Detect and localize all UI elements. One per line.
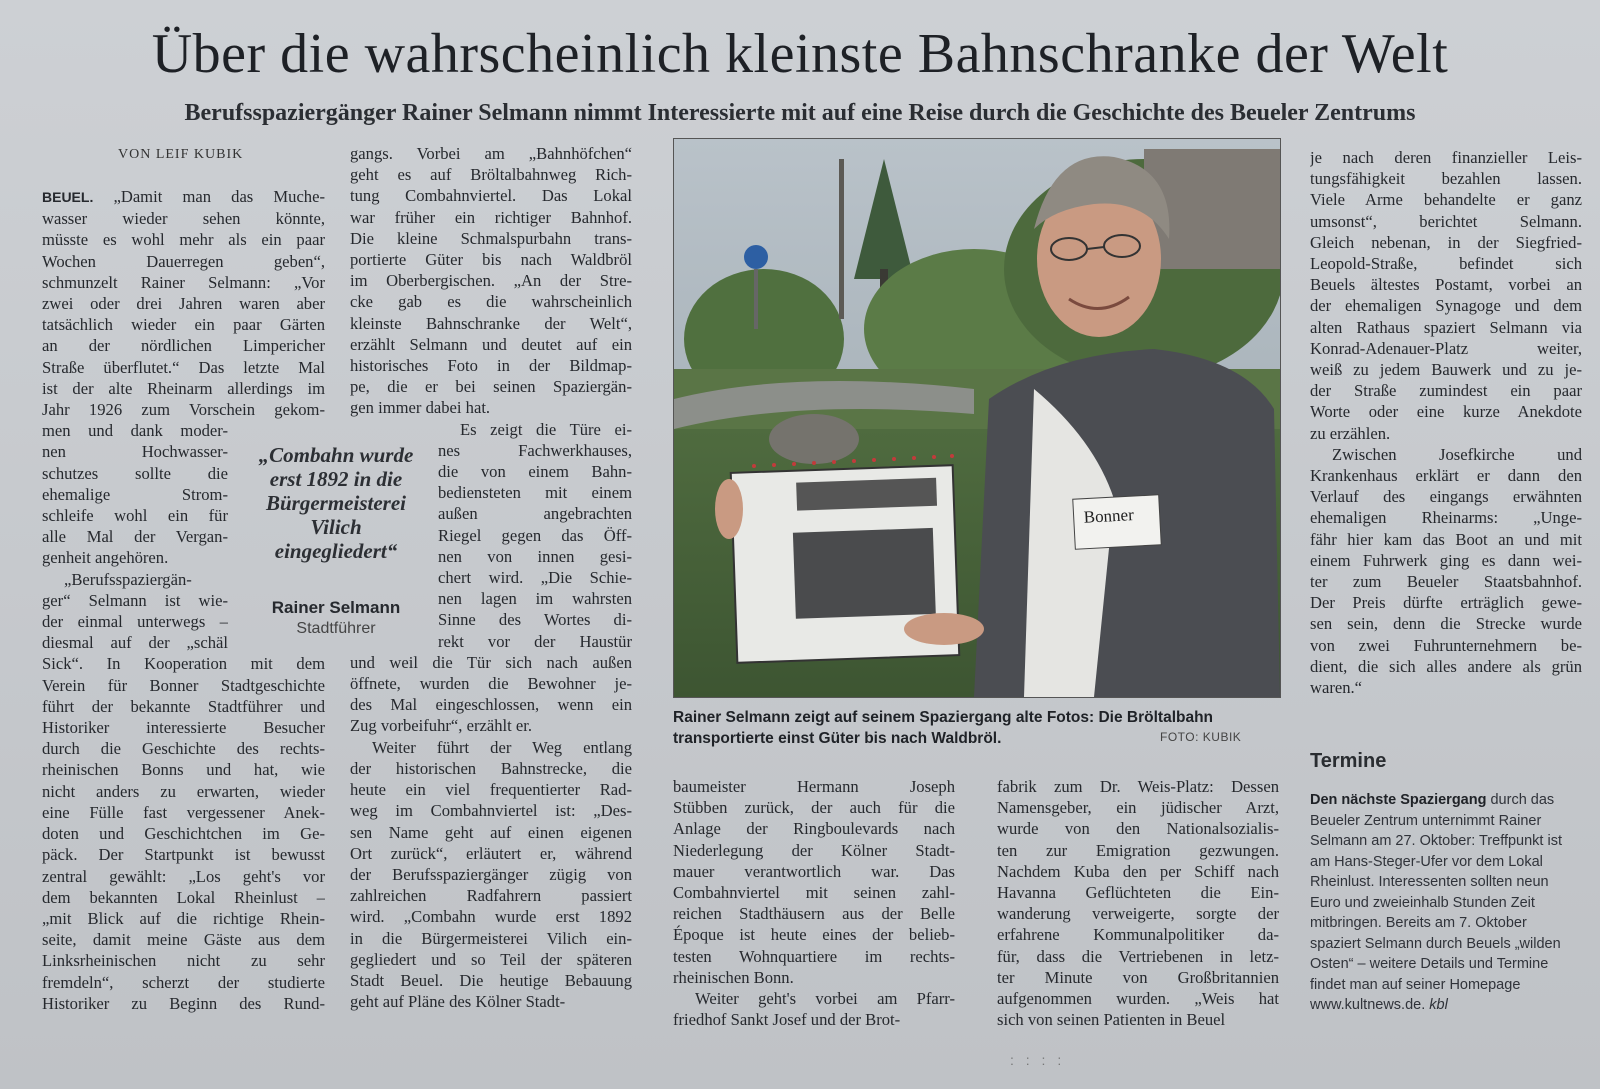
article-line: der einmal unterwegs – (42, 612, 228, 632)
article-line: Beuels ältestes Postamt, vorbei an (1310, 275, 1582, 295)
article-line: Straße überflutet.“ Das letzte Mal (42, 357, 325, 377)
article-line: Niederlegung der Kölner Stadt- (673, 840, 955, 860)
article-line: der Berufsspaziergänger zügig von (350, 864, 632, 884)
article-line: Weiter führt der Weg entlang (372, 737, 632, 757)
article-line: heute ein viel frequentierter Rad- (350, 780, 632, 800)
article-line: von zwei Fuhrunternehmern be- (1310, 635, 1582, 655)
article-line: einem Fuhrwerk ging es dann wei- (1310, 550, 1582, 570)
article-line: Stadt Beuel. Die heutige Bebauung (350, 970, 632, 990)
article-line: waren.“ (1310, 678, 1363, 698)
article-line: nen Hochwasser- (42, 442, 228, 462)
article-line: wasser wieder sehen könnte, (42, 209, 325, 229)
article-line: zwei oder drei Jahren waren aber (42, 294, 325, 314)
article-line: Viele Arme behandelte er ganz (1310, 190, 1582, 210)
article-line: „Berufsspaziergän- (64, 569, 192, 589)
article-line: chert wird. „Die Schie- (438, 568, 632, 588)
article-line: reichen Stadthäusern aus der Belle (673, 904, 955, 924)
article-column-5 (1310, 147, 1582, 698)
article-line: Anlage der Ringboulevards nach (673, 819, 955, 839)
article-line: Historiker interessierte Besucher (42, 718, 325, 738)
termine-lead: Den nächste Spaziergang (1310, 792, 1487, 808)
dateline: BEUEL. (42, 189, 94, 205)
article-line: an der nördlichen Limpericher (42, 336, 325, 356)
article-line: men und dank moder- (42, 421, 228, 441)
article-line: gangs. Vorbei am „Bahnhöfchen“ (350, 144, 632, 163)
termine-signature: kbl (1429, 997, 1448, 1013)
article-line: doten und Geschichtchen im Ge- (42, 824, 325, 844)
article-line: ger“ Selmann ist wie- (42, 590, 228, 610)
article-line: weiß zu jedem Bauwerk und zu je- (1310, 360, 1582, 380)
article-line: und weil die Tür sich nach außen (350, 652, 632, 672)
article-line: wird. „Combahn wurde erst 1892 (350, 907, 632, 927)
article-line: nes Fachwerkhauses, (438, 440, 632, 460)
article-line: diesmal auf der „schäl (42, 633, 228, 653)
page-footer-marks: : : : : (1010, 1052, 1066, 1068)
article-line: Leopold-Straße, befindet sich (1310, 254, 1582, 274)
pull-quote: „Combahn wurde erst 1892 in die Bürgermeisterei Vilich eingegliedert“ (258, 443, 414, 563)
article-line: kleinste Bahnschranke der Welt“, (350, 313, 632, 333)
article-line: Jahr 1926 zum Vorschein gekom- (42, 400, 325, 420)
article-line: tung Combahnviertel. Das Lokal (350, 186, 632, 206)
article-line: nicht anders zu erwarten, wieder (42, 781, 325, 801)
article-line: öffnete, wurden die Bewohner je- (350, 674, 632, 694)
article-line: außen angebrachten (438, 504, 632, 524)
article-line: wurde von den Nationalsozialis- (997, 819, 1279, 839)
article-line: fabrik zum Dr. Weis-Platz: Dessen (997, 777, 1279, 796)
article-line: schmunzelt Rainer Selmann: „Vor (42, 272, 325, 292)
article-line: der historischen Bahnstrecke, die (350, 758, 632, 778)
article-line: rekt vor der Haustür (438, 631, 632, 651)
article-line: mauer verantwortlich war. Das (673, 861, 955, 881)
article-line: tungsfähigkeit bezahlen lassen. (1310, 169, 1582, 189)
article-line: geht auf Pläne des Kölner Stadt- (350, 992, 566, 1012)
article-line: sen Name geht auf einen eigenen (350, 822, 632, 842)
article-line: zu erzählen. (1310, 423, 1391, 443)
article-line: der ehemaligen Synagoge und dem (1310, 296, 1582, 316)
article-line: Der Preis dürfte erträglich gewe- (1310, 593, 1582, 613)
article-line: führt der bekannte Stadtführer und (42, 696, 325, 716)
article-line: Konrad-Adenauer-Platz weiter, (1310, 338, 1582, 358)
article-line: zahlreichen Radfahrern passiert (350, 886, 632, 906)
article-line: Linksrheinischen nicht zu sehr (42, 951, 325, 971)
article-line: Époque ist heute eines der belieb- (673, 925, 955, 945)
article-column-2 (350, 143, 632, 1012)
article-line: Historiker zu Beginn des Rund- (42, 993, 325, 1013)
article-line: historisches Foto in der Bildmap- (350, 356, 632, 376)
article-line: ist der alte Rheinarm allerdings im (42, 378, 325, 398)
article-line: ter Minute von Großbritannien (997, 967, 1279, 987)
article-line: aufgenommen wurden. „Weis hat (997, 989, 1279, 1009)
article-line: rheinischen Bonns und hat, wie (42, 760, 325, 780)
article-line: umsonst“, berichtet Selmann. (1310, 211, 1582, 231)
article-line: dem bekannten Lokal Rheinlust – (42, 887, 325, 907)
article-line: bediensteten mit einem (438, 483, 632, 503)
article-line: Weiter geht's vorbei am Pfarr- (695, 989, 955, 1009)
article-column-4 (997, 776, 1279, 1030)
article-line: weg im Combahnviertel ist: „Des- (350, 801, 632, 821)
article-line: Nachdem Kuba den per Schiff nach (997, 861, 1279, 881)
article-line: Havanna Geflüchteten die Ein- (997, 883, 1279, 903)
article-line: schleife wohl ein für (42, 506, 228, 526)
article-line: dient, die sich alles andere als grün (1310, 656, 1582, 676)
article-line: Ort zurück“, erläutert er, während (350, 843, 632, 863)
pull-quote-role: Stadtführer (296, 620, 376, 637)
article-line: Es zeigt die Türe ei- (460, 419, 632, 439)
photo-illustration (674, 139, 1280, 697)
termine-body: durch das Beueler Zentrum unternimmt Rainer Selmann am 27. Oktober: Treffpunkt ist am Hans-Steger-Ufer vor dem Lokal Rheinlust. Interessenten sollten neun Euro und zweieinhalb Stunden Zeit mitbringen. Bereits am 7. Oktober spaziert Selmann durch Beuels „wilden Osten“ – weitere Details und Termine findet man auf seiner Homepage www.kultnews.de. (1310, 792, 1562, 1013)
article-line: der Straße zumindest ein paar (1310, 381, 1582, 401)
article-line: Namensgeber, ein jüdischer Arzt, (997, 798, 1279, 818)
article-line: Worte oder eine kurze Anekdote (1310, 402, 1582, 422)
article-line: nen von innen gesi- (438, 546, 632, 566)
termine-title: Termine (1310, 750, 1387, 772)
article-line: „mit Blick auf die richtige Rhein- (42, 908, 325, 928)
headline: Über die wahrscheinlich kleinste Bahnschranke der Welt (151, 23, 1449, 85)
article-line-text: „Damit man das Muche- (93, 187, 325, 206)
article-line: portierte Güter bis nach Waldbröl (350, 250, 632, 270)
article-line (42, 186, 325, 208)
article-line: Zug vorbeifuhr“, erzählt er. (350, 716, 532, 736)
article-line: wanderung verweigerte, sorgte der (997, 904, 1279, 924)
article-line: alten Rathaus spaziert Selmann via (1310, 317, 1582, 337)
photo-credit: FOTO: KUBIK (1160, 730, 1242, 744)
article-line: Die kleine Schmalspurbahn trans- (350, 228, 632, 248)
pull-quote-name: Rainer Selmann (271, 598, 401, 617)
article-line: seite, damit meine Gäste aus dem (42, 930, 325, 950)
article-line: Gleich nebenan, in der Siegfried- (1310, 232, 1582, 252)
article-line: eine Fülle fast vergessener Anek- (42, 802, 325, 822)
article-line: cke gab es die wahrscheinlich (350, 292, 632, 312)
article-line: war früher ein richtiger Bahnhof. (350, 207, 632, 227)
article-line: ehemaligen Rheinarms: „Unge- (1310, 508, 1582, 528)
article-line: gen immer dabei hat. (350, 398, 491, 418)
subheadline: Berufsspaziergänger Rainer Selmann nimmt Interessierte mit auf eine Reise durch die Geschichte des Beueler Zentrums (184, 100, 1416, 126)
article-line: zentral gewählt: „Los geht's vor (42, 866, 325, 886)
article-line: sich von seinen Patienten in Beuel (997, 1010, 1226, 1030)
byline: VON LEIF KUBIK (118, 147, 244, 162)
article-line: Stübben zurück, der auch für die (673, 798, 955, 818)
article-line: Zwischen Josefkirche und (1332, 444, 1582, 464)
article-line: durch die Geschichte des rechts- (42, 739, 325, 759)
article-line: in die Bürgermeisterei Vilich ein- (350, 928, 632, 948)
article-line: erzählt Selmann und deutet auf ein (350, 334, 632, 354)
article-line: ehemalige Strom- (42, 484, 228, 504)
article-line: päck. Der Startpunkt ist bewusst (42, 845, 325, 865)
article-line: rheinischen Bonn. (673, 967, 794, 987)
article-line: nen lagen im wahrsten (438, 589, 632, 609)
article-line: die von einem Bahn- (438, 462, 632, 482)
article-line: tatsächlich wieder ein paar Gärten (42, 315, 325, 335)
article-line: je nach deren finanzieller Leis- (1310, 148, 1582, 167)
article-line: Sinne des Wortes di- (438, 610, 632, 630)
article-line: Riegel gegen das Öff- (438, 525, 632, 545)
article-line: ter zum Beueler Staatsbahnhof. (1310, 572, 1582, 592)
article-line: müsste es wohl mehr als ein paar (42, 230, 325, 250)
article-photo (673, 138, 1281, 698)
article-line: fremdeln“, scherzt der studierte (42, 972, 325, 992)
article-line: alle Mal der Vergan- (42, 527, 228, 547)
badge-label: Bonner (1083, 505, 1135, 527)
article-line: pe, die er bei seinen Spaziergän- (350, 377, 632, 397)
article-column-3 (673, 776, 955, 1030)
article-line: ten zur Emigration gezwungen. (997, 840, 1279, 860)
article-line: genheit angehören. (42, 548, 169, 568)
article-line: im Oberbergischen. „An der Stre- (350, 271, 632, 291)
article-line: testen Wohnquartiere im rechts- (673, 946, 955, 966)
article-line: sen sein, denn die Strecke wurde (1310, 614, 1582, 634)
article-line: gegliedert und so Teil der späteren (350, 949, 632, 969)
article-line: baumeister Hermann Joseph (673, 777, 955, 796)
article-line: erfahrene Kommunalpolitiker da- (997, 925, 1279, 945)
article-line: fähr hier kam das Boot an und mit (1310, 529, 1582, 549)
article-line: Combahnviertel mit seinen zahl- (673, 883, 955, 903)
article-line: Krankenhaus erklärt er dann den (1310, 466, 1582, 486)
article-line: friedhof Sankt Josef und der Brot- (673, 1010, 901, 1030)
article-line: für, dass die Vertriebenen in letz- (997, 946, 1279, 966)
photo-caption: Rainer Selmann zeigt auf seinem Spaziergang alte Fotos: Die Bröltalbahn transportierte einst Güter bis nach Waldbröl. (673, 709, 1214, 747)
article-line: Verein für Bonner Stadtgeschichte (42, 675, 325, 695)
termine-text (1310, 790, 1580, 1016)
article-line: Sick“. In Kooperation mit dem (42, 654, 325, 674)
article-line: des Mal eingeschlossen, wenn ein (350, 695, 632, 715)
article-line: schutzes sollte die (42, 463, 228, 483)
article-line: geht es auf Bröltalbahnweg Rich- (350, 165, 632, 185)
article-line: Verlauf des eingangs erwähnten (1310, 487, 1582, 507)
article-line: Wochen Dauerregen geben“, (42, 251, 325, 271)
